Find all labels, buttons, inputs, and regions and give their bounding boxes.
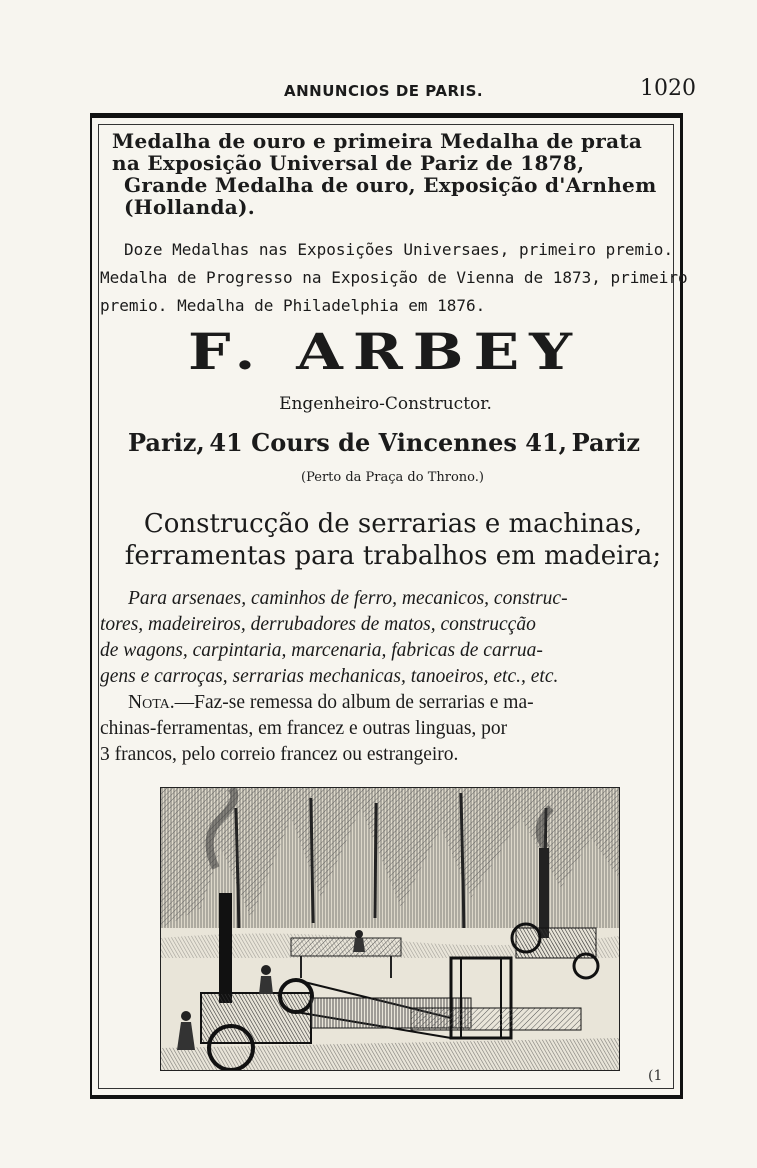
nota-line	[100, 690, 672, 716]
medals-line: Doze Medalhas nas Exposições Universaes, primeiro premio.	[124, 240, 674, 259]
medals-paragraph	[100, 236, 688, 320]
page-header	[0, 76, 757, 106]
nota-line: 3 francos, pelo correio francez ou estrangeiro.	[100, 744, 459, 765]
awards-line: (Hollanda).	[124, 195, 256, 219]
medals-line: premio. Medalha de Philadelphia em 1876.	[100, 296, 486, 315]
nota-text: —Faz-se remessa do album de serrarias e ma-	[174, 692, 534, 713]
clients-paragraph	[100, 586, 672, 690]
address-city-right: Pariz	[571, 428, 640, 457]
clients-line: tores, madeireiros, derrubadores de matos, construcção	[100, 614, 536, 635]
company-address	[128, 428, 640, 457]
footer-mark: (1	[648, 1068, 663, 1084]
address-city-left: Pariz,	[128, 428, 205, 457]
sawmill-engraving	[160, 787, 620, 1071]
sawmill-engraving-art	[161, 788, 619, 1070]
nota-label: Nota.	[128, 692, 175, 713]
company-name: F. ARBEY	[187, 323, 583, 382]
awards-line: Medalha de ouro e primeira Medalha de prata	[112, 129, 643, 153]
awards-block	[112, 130, 672, 218]
medals-line: Medalha de Progresso na Exposição de Vienna de 1873, primeiro	[100, 268, 688, 287]
clients-line: Para arsenaes, caminhos de ferro, mecanicos, construc-	[128, 588, 568, 609]
company-profession: Engenheiro-Constructor.	[279, 394, 492, 414]
nota-line: chinas-ferramentas, em francez e outras linguas, por	[100, 718, 508, 739]
clients-line: de wagons, carpintaria, marcenaria, fabricas de carrua-	[100, 640, 543, 661]
clients-line: gens e carroças, serrarias mechanicas, tanoeiros, etc., etc.	[100, 666, 559, 687]
page-number: 1020	[640, 76, 696, 101]
awards-line: na Exposição Universal de Pariz de 1878,	[112, 151, 585, 175]
awards-line: Grande Medalha de ouro, Exposição d'Arnhem	[124, 173, 657, 197]
construction-line: ferramentas para trabalhos em madeira;	[124, 541, 662, 571]
construction-line: Construcção de serrarias e machinas,	[143, 509, 643, 539]
running-title: ANNUNCIOS DE PARIS.	[284, 82, 484, 100]
construction-heading	[110, 508, 676, 572]
address-street: 41 Cours de Vincennes 41,	[209, 428, 568, 457]
nota-paragraph	[100, 690, 672, 768]
location-note: (Perto da Praça do Throno.)	[301, 470, 484, 485]
